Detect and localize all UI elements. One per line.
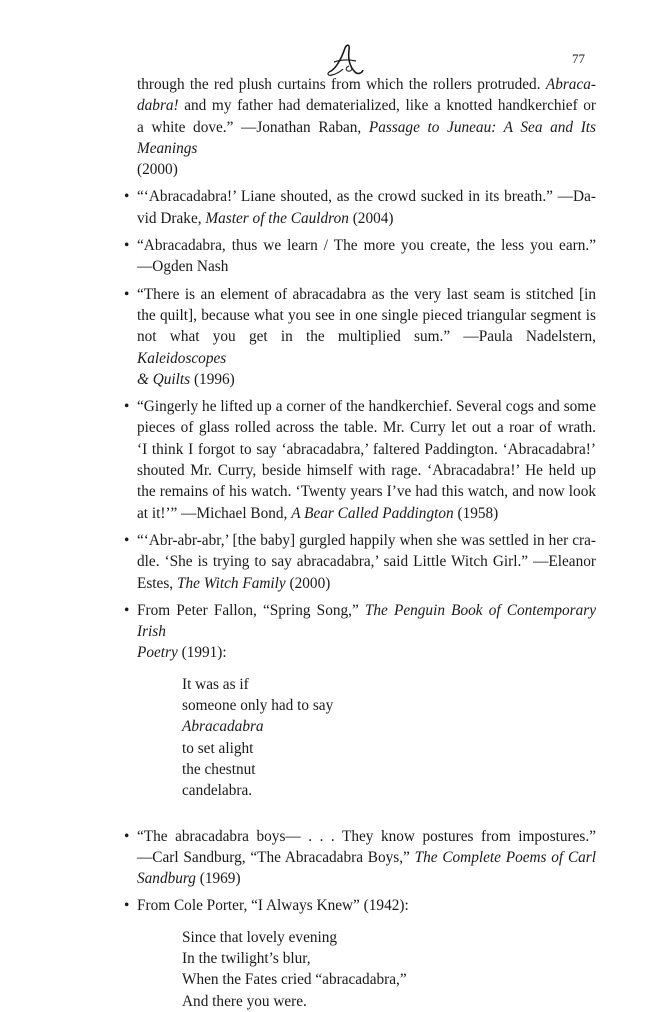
text-line: at it!’” —Michael Bond, A Bear Called Paddington (1958) [137, 504, 499, 522]
text-line: Sandburg (1969) [137, 870, 241, 888]
text-line: • “‘Abracadabra!’ Liane shouted, as the crowd sucked in its breath.” —Da- [137, 188, 596, 206]
italic-title: Master of the Cauldron [205, 209, 349, 227]
quotation-entry [137, 284, 596, 390]
ornate-letter-a-icon [325, 42, 365, 78]
verse-line: When the Fates cried “abracadabra,” [182, 971, 407, 989]
verse-line: In the twilight’s blur, [182, 949, 311, 967]
italic-title: Abraca- [545, 76, 596, 93]
italic-title: The Complete Poems of Carl [414, 848, 597, 866]
text-line: —Carl Sandburg, “The Abracadabra Boys,” The Complete Poems of Carl [137, 848, 597, 866]
quotation-entry [137, 895, 596, 1011]
text-line: vid Drake, Master of the Cauldron (2004) [137, 209, 394, 227]
italic-title: Abracadabra [182, 718, 264, 736]
quotation-entry [137, 600, 596, 802]
continued-paragraph [137, 74, 596, 180]
italic-title: Sandburg [137, 870, 196, 888]
text-line: • “‘Abr-abr-abr,’ [the baby] gurgled happily when she was settled in her cra- [137, 531, 596, 549]
text-line: • “The abracadabra boys— . . . They know postures from impostures.” [137, 827, 596, 845]
verse-line: candelabra. [182, 782, 253, 800]
verse-excerpt [182, 927, 596, 1012]
italic-title: The Witch Family [176, 574, 286, 592]
text-line: a white dove.” —Jonathan Raban, Passage to Juneau: A Sea and Its Meanings [137, 118, 596, 157]
verse-line [182, 716, 596, 737]
italic-title: Poetry [137, 644, 178, 662]
verse-line: And there you were. [182, 992, 307, 1010]
verse-line: It was as if [182, 675, 249, 693]
italic-title: dabra! [137, 97, 179, 115]
italic-title: & Quilts [137, 370, 191, 388]
italic-title: The Penguin Book of Contemporary Irish [137, 601, 596, 641]
italic-title: Kaleidoscopes [137, 349, 227, 367]
text-line: pieces of glass rolled across the table. Mr. Curry let out a roar of wrath. [137, 419, 596, 437]
text-line: & Quilts (1996) [137, 370, 235, 388]
text-line: dabra! and my father had dematerialized, like a knotted handkerchief or [137, 97, 596, 115]
quotation-entry [137, 530, 596, 594]
quotation-entry [137, 235, 596, 278]
quotation-entry [137, 826, 596, 890]
text-line: • “There is an element of abracadabra as the very last seam is stitched [in [137, 285, 596, 303]
text-line: • From Cole Porter, “I Always Knew” (1942): [137, 897, 409, 915]
text-line: • “Gingerly he lifted up a corner of the handkerchief. Several cogs and some [137, 398, 596, 416]
italic-title: A Bear Called Paddington [291, 504, 454, 522]
verse-excerpt [182, 674, 596, 802]
text-line: • From Peter Fallon, “Spring Song,” The Penguin Book of Contemporary Irish [137, 601, 596, 641]
text-line: ‘I think I forgot to say ‘abracadabra,’ faltered Paddington. ‘Abracadabra!’ [137, 440, 596, 458]
text-line: the remains of his watch. ‘Twenty years I’ve had this watch, and now look [137, 483, 596, 501]
verse-line: the chestnut [182, 760, 256, 778]
verse-line: to set alight [182, 739, 254, 757]
text-line: through the red plush curtains from which the rollers protruded. Abraca- [137, 76, 596, 93]
text-line: shouted Mr. Curry, beside himself with rage. ‘Abracadabra!’ He held up [137, 462, 596, 480]
text-line: —Ogden Nash [137, 258, 229, 276]
verse-line: someone only had to say [182, 697, 334, 715]
italic-title: Passage to Juneau: A Sea and Its Meanings [137, 118, 596, 157]
text-line: • “Abracadabra, thus we learn / The more you create, the less you earn.” [137, 237, 596, 255]
text-line: Estes, The Witch Family (2000) [137, 574, 331, 592]
page-number: 77 [572, 51, 585, 66]
text-line: not what you get in the multiplied sum.” —Paula Nadelstern, Kaleidoscopes [137, 328, 596, 367]
text-line: dle. ‘She is trying to say abracadabra,’ said Little Witch Girl.” —Eleanor [137, 553, 596, 571]
page-body [137, 74, 596, 1012]
text-line: (2000) [137, 161, 178, 179]
text-line: the quilt], because what you see in one single pieced triangular segment is [137, 306, 596, 324]
text-line: Poetry (1991): [137, 644, 227, 662]
verse-line: Since that lovely evening [182, 928, 338, 946]
quotation-entry [137, 396, 596, 524]
quotation-entry [137, 186, 596, 229]
